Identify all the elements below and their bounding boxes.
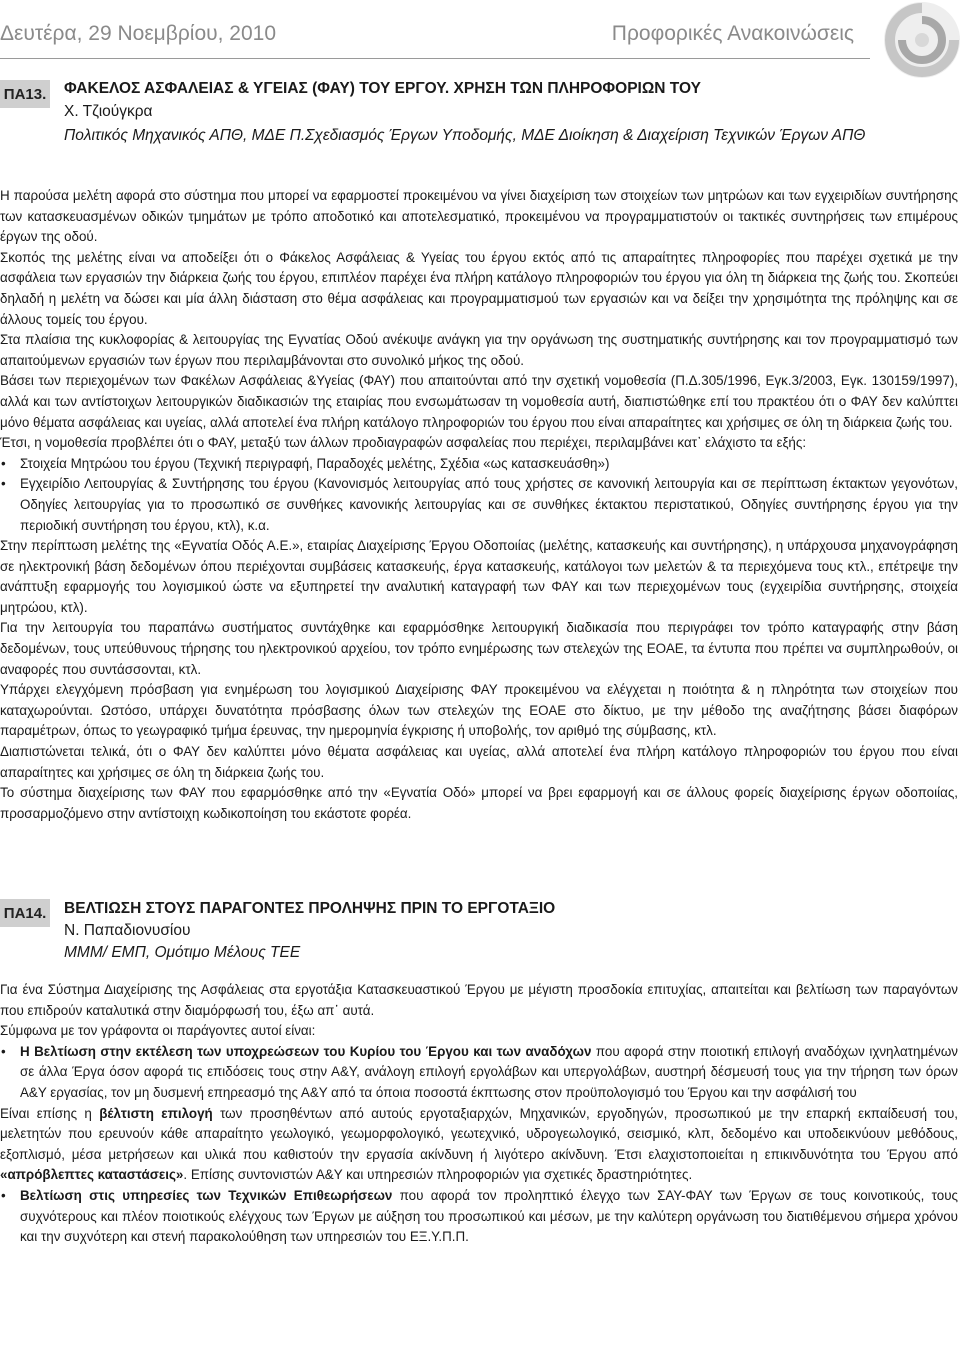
paragraph: Για την λειτουργία του παραπάνω συστήματος συντάχθηκε και εφαρμόσθηκε λειτουργική διαδικασία που περιγράφει τον τρόπο καταγραφής στην βάση δεδομένων, τους υπεύθυνους τήρησης του ηλεκτρονικού αρχείου, τον τρόπο ενημέρωσης των στελεχών της ΕΟΑΕ, τα έντυπα που πρέπει να συμπληρωθούν, οι αναφορές που συντάσσονται, κτλ. — [0, 620, 958, 677]
bullet-icon: • — [1, 1043, 6, 1059]
conference-logo-icon — [876, 0, 960, 84]
list-item: • Βελτίωση στις υπηρεσίες των Τεχνικών Επιθεωρήσεων που αφορά τον προληπτικό έλεγχο των ΣΑΥ-ΦΑΥ των Έργων σε τους κοινοτικούς, τους συχνότερους και πλέον ποιοτικούς ελέγχους των Έργων με αύξηση του προσωπικού και μέσων, με την καλύτερη οργάνωση του διατιθέμενου σήμερα χρόνου και την συχνότερη και στενή παρακολούθηση των υπηρεσιών του ΕΞ.Υ.Π.Π. — [1, 1187, 958, 1245]
bullet-icon: • — [1, 455, 6, 471]
paragraph: Σκοπός της μελέτης είναι να αποδείξει ότι ο Φάκελος Ασφάλειας & Υγείας του έργου εκτός από τις απαραίτητες πληροφορίες που παρέχει σχετικά με την ασφάλεια των εργασιών την διάρκεια ζωής του έργου, επιπλέον παρέχει ένα πλήρη κατάλογο πληροφοριών του έργου για όλη τη διάρκεια της ζωής του. Σκοπεύει δηλαδή η μελέτη να δώσει και μία άλλη διάσταση στο θέμα ασφάλειας και προγραμματισμού των εργασιών και να δείξει την χρησιμότητα της πρόληψης και σε άλλους τομείς του έργου. — [0, 249, 958, 327]
paper-affiliation: ΜΜΜ/ ΕΜΠ, Ομότιμο Μέλους ΤΕΕ — [64, 944, 301, 961]
paper-affiliation: Πολιτικός Μηχανικός ΑΠΘ, ΜΔΕ Π.Σχεδιασμός Έργων Υποδομής, ΜΔΕ Διοίκηση & Διαχείριση Τεχνικών Έργων ΑΠΘ — [64, 127, 866, 144]
list-item: • Η Βελτίωση στην εκτέλεση των υποχρεώσεων του Κυρίου του Έργου και των αναδόχων που αφορά στην ποιοτική επιλογή αναδόχων ιχνηλατημένων σε άλλα Έργα όσον αφορά τις επιδόσεις τους στην Α&Υ, ανάλογη επιλογή εργολάβων και υπεργολάβων, αυστηρή δέσμευσή τους για την τήρηση των όρων Α&Υ εργασίας, τον μη δυσμενή επηρεασμό της Α&Υ από τα όποια ποσοστά έκπτωσης στον προϋπολογισμό του Έργου και την ασφάλισή του — [1, 1043, 958, 1100]
paragraph: Για ένα Σύστημα Διαχείρισης της Ασφάλειας στα εργοτάξια Κατασκευαστικού Έργου με μέγιστη προσδοκία επιτυχίας, απαιτείται και βελτίωση των παραγόντων που επιδρούν καταλυτικά στην διαμόρφωσή του, έξω απ᾽ αυτά. — [0, 982, 958, 1018]
paragraph: Στα πλαίσια της κυκλοφορίας & λειτουργίας της Εγνατίας Οδού ανέκυψε ανάγκη για την οργάνωση της συστηματικής συντήρησης και τον προγραμματισμό των απαιτούμενων εργασιών των έργων που περιλαμβάνονται στο συνολικό μήκος της οδού. — [0, 332, 958, 368]
paragraph: Υπάρχει ελεγχόμενη πρόσβαση για ενημέρωση του λογισμικού Διαχείρισης ΦΑΥ προκειμένου να ελέγχεται η ποιότητα & η πληρότητα των στοιχείων που καταχωρούνται. Ωστόσο, υπάρχει δυνατότητα πρόσβασης όλων των στελεχών της ΕΟΑΕ στο δίκτυο, με την μέθοδο της αναζήτησης βάσει διαφόρων παραμέτρων, όπως το γεωγραφικό τμήμα έρευνας, την ημερομηνία έγκρισης ή υποβολής, τον αριθμό της σύμβασης, κτλ. — [0, 682, 958, 739]
paragraph: Σύμφωνα με τον γράφοντα οι παράγοντες αυτοί είναι: — [0, 1023, 316, 1039]
header-date: Δευτέρα, 29 Νοεμβρίου, 2010 — [0, 22, 277, 45]
bullet-icon: • — [1, 476, 6, 492]
page-header — [0, 0, 960, 60]
bullet-list — [0, 1042, 958, 1104]
list-item: • Στοιχεία Μητρώου του έργου (Τεχνική περιγραφή, Παραδοχές μελέτης, Σχέδια «ως κατασκευάσθη») — [0, 454, 958, 475]
paper-body — [0, 186, 958, 824]
paragraph: Βάσει των περιεχομένων των Φακέλων Ασφάλειας &Υγείας (ΦΑΥ) που απαιτούνται από την σχετική νομοθεσία (Π.Δ.305/1996, Εγκ.3/2003, Εγκ. 130159/1997), αλλά και των αντίστοιχων λειτουργικών διαδικασιών της εταιρίας που ενσωμάτωσαν τη νομοθεσία αυτή, διαπιστώθηκε επί του πρακτέου ότι ο ΦΑΥ δεν καλύπτει μόνο θέματα ασφάλειας και υγείας, αλλά αποτελεί ένα πλήρη κατάλογο πληροφοριών του έργου που είναι απαραίτητες και χρήσιμες σε όλη τη διάρκεια ζωής του. — [0, 373, 958, 430]
paper-title: ΒΕΛΤΙΩΣΗ ΣΤΟΥΣ ΠΑΡΑΓΟΝΤΕΣ ΠΡΟΛΗΨΗΣ ΠΡΙΝ ΤΟ ΕΡΓΟΤΑΞΙΟ — [64, 900, 556, 917]
paper-code: ΠΑ13. — [0, 80, 50, 108]
paragraph: Η παρούσα μελέτη αφορά στο σύστημα που μπορεί να εφαρμοστεί προκειμένου να γίνει διαχείριση των στοιχείων των μητρώων και των εγχειριδίων συντήρησης των κατασκευασμένων οδικών τμημάτων με τρόπο αποδοτικό και αποτελεσματικό, προκειμένου να προγραμματιστούν οι τακτικές συντηρήσεις των επιμέρους έργων της οδού. — [0, 188, 958, 245]
header-divider — [0, 58, 870, 59]
paper-title: ΦΑΚΕΛΟΣ ΑΣΦΑΛΕΙΑΣ & ΥΓΕΙΑΣ (ΦΑΥ) ΤΟΥ ΕΡΓΟΥ. ΧΡΗΣΗ ΤΩΝ ΠΛΗΡΟΦΟΡΙΩΝ ΤΟΥ — [64, 80, 701, 97]
list-item: • Εγχειρίδιο Λειτουργίας & Συντήρησης του έργου (Κανονισμός λειτουργίας από τους χρήστες σε κανονική λειτουργία και σε περίπτωση έκτακτων γεγονότων, Οδηγίες λειτουργίας για το προσωπικό σε συνθήκες κανονικής λειτουργίας και σε συνθήκες έκτακτου περιστατικού, Οδηγίες συντήρησης έργου για την περιοδική συντήρηση του έργου, κτλ), κ.α. — [1, 476, 958, 533]
paragraph: Έτσι, η νομοθεσία προβλέπει ότι ο ΦΑΥ, μεταξύ των άλλων προδιαγραφών ασφαλείας που περιέχει, περιλαμβάνει κατ᾽ ελάχιστο τα εξής: — [0, 435, 807, 451]
header-section-title: Προφορικές Ανακοινώσεις — [611, 22, 854, 45]
paper-author: Χ. Τζιούγκρα — [64, 103, 153, 120]
bullet-list — [0, 1186, 958, 1248]
bullet-icon: • — [1, 1187, 6, 1203]
paper-code: ΠΑ14. — [0, 899, 50, 927]
bullet-list — [0, 454, 958, 536]
paragraph: Το σύστημα διαχείρισης των ΦΑΥ που εφαρμόσθηκε από την «Εγνατία Οδό» μπορεί να βρει εφαρμογή και σε άλλους φορείς διαχείρισης έργων οδοποιίας, προσαρμοζόμενο στην αντίστοιχη κωδικοποίηση του εκάστοτε φορέα. — [0, 785, 958, 821]
paragraph: Διαπιστώνεται τελικά, ότι ο ΦΑΥ δεν καλύπτει μόνο θέματα ασφάλειας και υγείας, αλλά αποτελεί ένα πλήρη κατάλογο πληροφοριών του έργου που είναι απαραίτητες και χρήσιμες σε όλη τη διάρκεια ζωής του. — [0, 744, 958, 780]
paper-author: Ν. Παπαδιονυσίου — [64, 922, 191, 939]
paper-body — [0, 980, 958, 1248]
paragraph: Στην περίπτωση μελέτης της «Εγνατία Οδός Α.Ε.», εταιρίας Διαχείρισης Έργου Οδοποιίας (μελέτης, κατασκευής και συντήρησης), η υπάρχουσα μηχανογράφηση σε ηλεκτρονική βάση δεδομένων όπου περιέχονται συμβάσεις κατασκευής, έργα κατασκευής, κατάλογοι των μελετών & τα περιεχόμενα τους κτλ., επέτρεψε την ανάπτυξη εφαρμογής του λογισμικού ώστε να εξυπηρετεί την αναλυτική καταγραφή των ΦΑΥ και των περιεχομένων τους (εγχειρίδια συντήρησης, στοιχεία μητρώου, κτλ). — [0, 538, 958, 615]
paragraph: Είναι επίσης η βέλτιστη επιλογή των προσηθέντων από αυτούς εργοταξιαρχών, Μηχανικών, εργοδηγών, προσωπικού με την επαρκή εκπαίδευσή του, μελετητών που ερευνούν κάθε απαραίτητο γεωλογικό, γεωμορφολογικό, γεωτεχνικό, υδρογεωλογικό, σεισμικό, κλπ, δεδομένο και υποδεικνύουν μεθόδους, εξοπλισμό, μέσα μετρήσεων και υλικά που καθιστούν την εργασία ακίνδυνη ή λιγότερο ακίνδυνη. Έτσι ελαχιστοποιείται η επικινδυνότητα του Έργου από «απρόβλεπτες καταστάσεις». Επίσης συντονιστών Α&Υ και υπηρεσιών πληροφοριών για σχετικές δραστηριότητες. — [0, 1105, 958, 1183]
